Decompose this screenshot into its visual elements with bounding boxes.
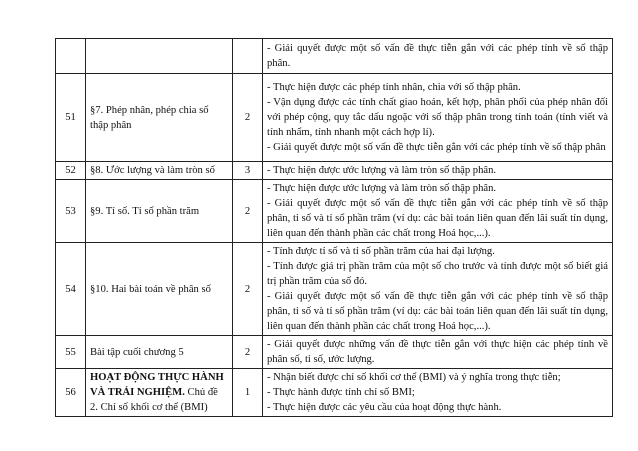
lesson-title: §7. Phép nhân, phép chia số thập phân xyxy=(86,74,233,162)
lesson-title-rest: Chủ đề 2. Chỉ số khối cơ thể (BMI) xyxy=(90,387,218,413)
learning-outcomes xyxy=(263,162,613,180)
learning-outcomes xyxy=(263,369,613,417)
outcome-line: - Giải quyết được một số vấn đề thực tiễn gắn với các phép tính về số thập phân xyxy=(267,142,606,153)
table-row xyxy=(56,369,613,417)
lesson-title: §8. Ước lượng và làm tròn số xyxy=(86,162,233,180)
row-number: 53 xyxy=(56,180,86,243)
row-number: 54 xyxy=(56,243,86,336)
outcome-line: - Giải quyết được những vấn đề thực tiễn gắn với thực hiện các phép tính về phân số, tỉ số, ước lượng. xyxy=(267,339,608,365)
outcome-line: - Thực hiện được các phép tính nhân, chia với số thập phân. xyxy=(267,82,521,93)
table-row xyxy=(56,39,613,74)
outcome-line: - Giải quyết được một số vấn đề thực tiễn gắn với các phép tính về số thập phân. xyxy=(267,43,608,69)
learning-outcomes xyxy=(263,74,613,162)
learning-outcomes xyxy=(263,336,613,369)
outcome-line: - Giải quyết được một số vấn đề thực tiễn gắn với các phép tính về số thập phân, tỉ số và tỉ số phần trăm (ví dụ: các bài toán liên quan đến lãi suất tín dụng, liên quan đến thành phần các chất trong Hoá học,...). xyxy=(267,198,608,239)
outcome-line: - Thực hiện được ước lượng và làm tròn số thập phân. xyxy=(267,165,497,176)
row-number: 56 xyxy=(56,369,86,417)
lesson-title: §9. Tỉ số. Tỉ số phần trăm xyxy=(86,180,233,243)
lesson-title xyxy=(86,39,233,74)
learning-outcomes xyxy=(263,39,613,74)
outcome-line: - Nhận biết được chỉ số khối cơ thể (BMI) và ý nghĩa trong thực tiễn; xyxy=(267,372,561,383)
row-number xyxy=(56,39,86,74)
outcome-line: - Tính được tỉ số và tỉ số phần trăm của hai đại lượng. xyxy=(267,246,495,257)
period-count: 3 xyxy=(233,162,263,180)
period-count: 2 xyxy=(233,336,263,369)
table-row xyxy=(56,243,613,336)
lesson-title xyxy=(86,369,233,417)
lesson-title-bold: HOẠT ĐỘNG THỰC HÀNH VÀ TRẢI NGHIỆM. xyxy=(90,372,224,398)
table-row xyxy=(56,336,613,369)
outcome-line: - Vận dụng được các tính chất giao hoán, kết hợp, phân phối của phép nhân đối với phép cộng, quy tắc dấu ngoặc với số thập phân trong tính toán (tính viết và tính nhẩm, tính nhanh một cách hợp lí). xyxy=(267,97,608,138)
outcome-line: - Thực hành được tính chỉ số BMI; xyxy=(267,387,415,398)
period-count: 1 xyxy=(233,369,263,417)
curriculum-table xyxy=(55,38,613,417)
outcome-line: - Thực hiện được các yêu cầu của hoạt động thực hành. xyxy=(267,402,502,413)
table-row xyxy=(56,180,613,243)
learning-outcomes xyxy=(263,243,613,336)
outcome-line: - Giải quyết được một số vấn đề thực tiễn gắn với các phép tính về số thập phân, tỉ số và tỉ số phần trăm (ví dụ: các bài toán liên quan đến lãi suất tín dụng, liên quan đến thành phần các chất trong Hoá học,...). xyxy=(267,291,608,332)
period-count: 2 xyxy=(233,180,263,243)
table-row xyxy=(56,162,613,180)
outcome-line: - Tính được giá trị phần trăm của một số cho trước và tính được một số biết giá trị phần trăm của số đó. xyxy=(267,261,608,287)
period-count: 2 xyxy=(233,74,263,162)
row-number: 55 xyxy=(56,336,86,369)
table-row xyxy=(56,74,613,162)
period-count xyxy=(233,39,263,74)
lesson-title: Bài tập cuối chương 5 xyxy=(86,336,233,369)
outcome-line: - Thực hiện được ước lượng và làm tròn số thập phân. xyxy=(267,183,497,194)
lesson-title: §10. Hai bài toán về phân số xyxy=(86,243,233,336)
row-number: 51 xyxy=(56,74,86,162)
row-number: 52 xyxy=(56,162,86,180)
period-count: 2 xyxy=(233,243,263,336)
learning-outcomes xyxy=(263,180,613,243)
